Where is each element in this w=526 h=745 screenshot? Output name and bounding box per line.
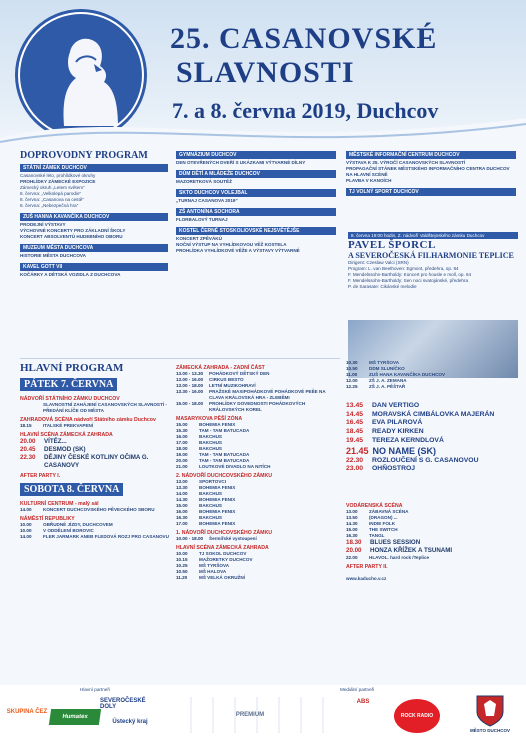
info-line: DEN OTEVŘENÝCH DVEŘÍ S UKÁZKAMI VÝTVARNÉ DÍLNY — [176, 160, 306, 165]
row-time: 16.00 — [176, 509, 188, 514]
row-title: TAM - TAM BATUCADA — [199, 428, 250, 433]
row-title: TJ SOKOL DUCHCOV — [199, 551, 247, 556]
row-time — [20, 402, 40, 414]
title-line-1: 25. CASANOVSKÉ — [170, 22, 438, 55]
right-mid-program — [346, 360, 520, 402]
info-line: PROHLÍDKA VYHLÍDKOVÉ VĚŽE A VÝSTAVY VÝTVARNÉ — [176, 248, 300, 253]
row-time: 13.30 — [176, 485, 188, 490]
row-title: LOUTKOVÉ DIVADLO NA NITÍCH — [199, 464, 271, 469]
lineup-time: 14.45 — [346, 410, 364, 418]
decorative-wave — [0, 98, 526, 158]
row-title: V ODDĚLENÍ BOROVIC — [43, 528, 94, 533]
festival-date: 7. a 8. června 2019, Duchcov — [172, 98, 439, 123]
doprovodny-program — [20, 150, 168, 356]
ustecky-kraj-logo — [100, 715, 160, 729]
rock-radio-logo-text: ROCK RADIO — [400, 713, 434, 719]
row-title: BOHEMIA FENIX — [199, 509, 236, 514]
hlavni-program — [20, 362, 170, 684]
row-title: KONCERT DUCHCOVSKÉHO PĚVECKÉHO SBORU — [43, 507, 155, 512]
program-row — [176, 575, 338, 581]
concert-detail: P. de Sarasate: Cikánské melodie — [348, 284, 417, 289]
program-row — [20, 446, 170, 454]
concert-detail: F. Mendelssohn-Bartholdy: Sen noci svatojánské, předehra — [348, 278, 469, 283]
row-time: 18.15 — [20, 423, 32, 428]
lineup-row — [346, 457, 520, 466]
doprovodny-title: DOPROVODNÝ PROGRAM — [20, 150, 148, 161]
stage-head: HLAVNÍ SCÉNA ZÁMECKÁ ZAHRADA — [20, 432, 113, 438]
info-line: FLORBALOVÝ TURNAJ — [176, 217, 228, 222]
lineup-time: 23.00 — [346, 465, 364, 473]
box-head: TJ VOLNÝ SPORT DUCHCOV — [346, 188, 516, 196]
stage-head: ZÁMECKÁ ZAHRADA - ZADNÍ ČÁST — [176, 365, 265, 371]
row-time: 19.00 — [176, 452, 188, 457]
severoceske-doly-logo-text: SEVEROČESKÉ DOLY — [100, 698, 146, 710]
title-line-2: SLAVNOSTI — [176, 56, 355, 89]
info-line: VÝSTAVA K 25. VÝROČÍ CASANOVSKÝCH SLAVNOSTÍ — [346, 160, 466, 165]
row-time: 14.30 — [176, 497, 188, 502]
row-title: MŠ HALOVA — [199, 569, 227, 574]
stage-head: 2. NÁDVOŘÍ DUCHCOVSKÉHO ZÁMKU — [176, 473, 272, 479]
row-title: BAKCHUS — [199, 515, 222, 520]
box-head: MĚSTSKÉ INFORMAČNÍ CENTRUM DUCHCOV — [346, 151, 516, 159]
row-title: BOHEMIA FENIX — [199, 485, 236, 490]
lineup-act: ROZLOUČENÍ S G. CASANOVOU — [372, 456, 479, 464]
row-title: OBŘUDNÉ JÍZDY, DUCHCOVEM — [43, 522, 113, 527]
row-time: 10.00 — [20, 522, 32, 527]
row-time: 14.00 — [20, 534, 32, 539]
headliner-subtitle: A SEVEROČESKÁ FILHARMONIE TEPLICE — [348, 251, 514, 260]
row-time: 14.00 — [176, 491, 188, 496]
row-title: TANGL — [369, 533, 385, 538]
stage-head: KULTURNÍ CENTRUM - malý sál — [20, 501, 99, 507]
lineup-act: NO NAME (SK) — [372, 445, 437, 456]
program-row — [346, 539, 520, 547]
row-time: 11.00 — [346, 372, 358, 377]
row-title: BAKCHUS — [199, 440, 222, 445]
program-row — [176, 521, 338, 527]
program-row — [176, 401, 338, 413]
info-line: Zámecký okruh „Letem světem“ — [20, 185, 85, 190]
row-title: (DRAGON) ... — [369, 515, 398, 520]
row-time: 10.00 — [20, 528, 32, 533]
box-head: KOSTEL ČERNÉ STOSKOLIOVSKÉ NEJSVĚTĚJŠE — [176, 227, 336, 235]
row-time: 13.00 - 18.00 — [176, 383, 204, 388]
info-line: VÝCHOVNÉ KONCERTY PRO ZÁKLADNÍ ŠKOLY — [20, 228, 126, 233]
info-line: PRODEJNÍ VÝSTAVY — [20, 222, 66, 227]
mesto-duchcov-logo — [462, 689, 518, 737]
partner-logos-grid — [170, 697, 330, 733]
premium-logo-text: PREMIUM — [235, 712, 265, 718]
stage-head: MASARYKOVA PĚŠÍ ZÓNA — [176, 416, 243, 422]
lineup-row — [346, 419, 520, 428]
program-row — [20, 534, 170, 540]
program-row — [176, 464, 338, 470]
friday-bar: PÁTEK 7. ČERVNA — [20, 378, 117, 391]
row-title: BAKCHUS — [199, 434, 222, 439]
box-head: ZUŠ HANNA KAVANČÍKA DUCHCOV — [20, 213, 168, 221]
row-title: ZÁBAVNÁ SCÉNA — [369, 509, 409, 514]
row-time: 22.00 — [346, 555, 358, 560]
row-time: 20.00 — [346, 547, 362, 554]
row-time: 17.00 — [176, 440, 188, 445]
lineup-time: 16.45 — [346, 419, 364, 427]
row-time: 10.00 — [176, 551, 188, 556]
row-time: 14.00 — [20, 507, 32, 512]
severoceske-doly-logo — [100, 697, 160, 711]
row-time: 14.30 — [346, 521, 358, 526]
row-title: TAM - TAM BATUCADA — [199, 458, 250, 463]
row-time: 11.20 — [176, 575, 188, 580]
row-time: 13.00 — [346, 509, 358, 514]
row-time: 16.30 — [176, 515, 188, 520]
row-time: 13.00 - 13.30 — [176, 371, 204, 376]
row-title: MŠ VELKÁ OKRUŽNÍ — [199, 575, 245, 580]
row-time: 18.00 — [176, 446, 188, 451]
row-title: MAŽORETKY DUCHCOV — [199, 557, 253, 562]
row-title: INDIE FOLK — [369, 521, 396, 526]
row-time: 10.50 — [346, 366, 358, 371]
program-row — [176, 389, 338, 401]
row-time: 15.30 — [176, 428, 188, 433]
info-line: NOČNÍ VÝSTUP NA VYHLÍDKOVOU VĚŽ KOSTELA — [176, 242, 287, 247]
after-party-2: AFTER PARTY II. — [346, 564, 388, 570]
middle-top-program — [176, 150, 336, 310]
concert-detail: F. Mendelssohn-Bartholdy: Koncert pro housle e moll, op. 64 — [348, 272, 472, 277]
row-time: 10.00 - 18.00 — [176, 536, 204, 541]
row-title: BOHEMIA FENIX — [199, 521, 236, 526]
info-line: 8. června: „Casanova na cestě“ — [20, 197, 84, 202]
row-time: 15.00 — [346, 527, 358, 532]
row-time: 13.50 — [346, 515, 358, 520]
website-link[interactable]: www.kaducho.v.cz — [346, 576, 387, 581]
row-title: THE SWITCH — [369, 527, 398, 532]
row-time: 12.25 — [346, 384, 358, 389]
box-head: ZŠ ANTONÍNA SOCHORA — [176, 208, 336, 216]
row-title: SLAVNOSTNÍ ZAHÁJENÍ CASANOVSKÝCH SLAVNOSTÍ - PŘEDÁNÍ KLÍČE OD MĚSTA — [43, 402, 167, 413]
row-time: 13.00 — [176, 479, 188, 484]
row-title: BOHEMIA FENIX — [199, 422, 236, 427]
row-time: 20.45 — [20, 446, 36, 453]
zahrada-program — [176, 362, 338, 684]
stage-head: NÁDVOŘÍ STÁTNÍHO ZÁMKU DUCHCOV — [20, 396, 120, 402]
row-time: 16.30 — [346, 533, 358, 538]
row-title: POHÁDKOVÝ DĚTSKÝ DEN — [209, 371, 270, 376]
box-head: KAVEL GOTT VII — [20, 263, 168, 271]
row-time: 10.30 — [346, 360, 358, 365]
sponsors-bar — [0, 685, 526, 745]
abs-logo — [352, 695, 374, 709]
row-title: ZŠ J. A. ZEMANA — [369, 378, 407, 383]
program-row — [20, 438, 170, 446]
lineup-act: DAN VERTIGO — [372, 402, 420, 409]
media-sponsors-label: Mediální partneři — [340, 687, 375, 692]
info-line: Casanovské léto, prohlídkové okruhy — [20, 173, 96, 178]
stage-head: HLAVNÍ SCÉNA ZÁMECKÁ ZAHRADA — [176, 545, 269, 551]
lineup-act: TEREZA KERNDLOVÁ — [372, 436, 444, 444]
cez-logo — [6, 697, 48, 727]
row-time: 10.25 — [176, 563, 188, 568]
program-row — [20, 454, 170, 470]
lineup-time: 22.30 — [346, 456, 364, 464]
right-top-program — [346, 150, 516, 230]
info-line: PROPAGAČNÍ STÁNEK MĚSTSKÉHO INFORMAČNÍHO CENTRA DUCHCOV NA HLAVNÍ SCÉNĚ — [346, 166, 510, 177]
rock-radio-logo — [394, 699, 440, 733]
box-head: GYMNÁZIUM DUCHCOV — [176, 151, 336, 159]
row-title: HLAVOL. hard rock /Teplice — [369, 555, 430, 560]
program-row — [176, 536, 338, 542]
program-row — [346, 555, 520, 561]
row-title: Šermířské vystoupení — [209, 536, 257, 541]
info-line: KONCERT ABSOLVENTŮ HUDEBNÍHO OBORU — [20, 234, 123, 239]
saturday-bar: SOBOTA 8. ČERVNA — [20, 483, 123, 496]
info-line: PROHLÍDKY ZÁMECKÉ EXPOZICE — [20, 179, 96, 184]
lineup-row — [346, 446, 520, 457]
info-line: KOČÁRKY A DĚTSKÁ VOZIDLA Z DUCHCOVA — [20, 272, 121, 277]
row-title: CIRKUS BESTO — [209, 377, 244, 382]
lineup-act: READY KIRKEN — [372, 428, 424, 436]
program-row — [346, 384, 520, 390]
info-line: MAZORETKOVÁ SOUTĚŽ — [176, 179, 232, 184]
info-line: 8. června: „Nebezpečná hra“ — [20, 203, 79, 208]
row-time: 12.00 — [346, 378, 358, 383]
row-title: BAKCHUS — [199, 491, 222, 496]
divider — [20, 358, 340, 359]
box-head: SKTO DUCHCOV VOLEJBAL — [176, 189, 336, 197]
row-title: MŠ TYRŠOVA — [369, 360, 400, 365]
box-head: DŮM DĚTÍ A MLÁDEŽE DUCHCOV — [176, 170, 336, 178]
row-time: 13.30 - 16.00 — [176, 389, 204, 394]
row-time: 15.00 - 18.00 — [176, 401, 204, 406]
row-title: DESMOD (SK) — [44, 446, 86, 453]
row-time: 17.00 — [176, 521, 188, 526]
lineup-time: 13.45 — [346, 402, 364, 409]
concert-detail: Dirigent: Czeslaw Valci (SRN) — [348, 260, 409, 265]
lineup-act: EVA PILAROVÁ — [372, 419, 423, 427]
info-line: 8. června: „Velkolepá parodie“ — [20, 191, 82, 196]
row-title: BAKCHUS — [199, 446, 222, 451]
row-time: 22.30 — [20, 454, 36, 461]
row-title: ITALSKÉ PREKVAPENÍ — [43, 423, 94, 428]
row-title: PROHLÍDKY DOVEDNOSTI POHÁDKOVÝCH KRÁLOVSKÝCH KOREL — [209, 401, 306, 412]
row-title: PRAŽSKÉ MAXIPOHÁDKOVÉ POHÁDKOVÉ PEĚE NA CLAVA KRÁLOVSKÁ HRA - ZLEBĚMI — [209, 389, 326, 400]
stage-head: 1. NÁDVOŘÍ DUCHCOVSKÉHO ZÁMKU — [176, 530, 272, 536]
concert-intro: 8. června 19:00 hodin, Z. nádvoří Valdštejnského zámku Duchcov — [348, 232, 518, 239]
row-title: TAM - TAM BATUCADA — [199, 452, 250, 457]
row-title: DĚJINY ČESKÉ KOTLINY OČIMA G. CASANOVY — [44, 454, 149, 469]
box-head: STÁTNÍ ZÁMEK DUCHCOV — [20, 164, 168, 172]
lineup-row — [346, 428, 520, 437]
box-head: MUZEUM MĚSTA DUCHCOVA — [20, 244, 168, 252]
after-party-1: AFTER PARTY I. — [20, 473, 61, 479]
concert-detail: Program: L. van Beethoven: Egmont, předehra, op. 84 — [348, 266, 459, 271]
row-time: 15.00 — [176, 503, 188, 508]
hlavni-title: HLAVNÍ PROGRAM — [20, 362, 124, 374]
humatex-logo — [49, 709, 101, 725]
row-title: BLUES SESSION — [370, 539, 421, 546]
humatex-logo-text: Humatex — [61, 714, 89, 720]
row-title: LETNÍ MUZIKOHRAVÍ — [209, 383, 256, 388]
mesto-duchcov-logo-text: MĚSTO DUCHCOV — [470, 727, 510, 733]
row-title: BAKCHUS — [199, 503, 222, 508]
row-time: 10.15 — [176, 557, 188, 562]
lineup-row — [346, 437, 520, 446]
info-line: PLAVBA V KANOÍCH — [346, 178, 392, 183]
row-time: 20.00 — [20, 438, 36, 445]
lineup-act: OHŇOSTROJ — [372, 465, 416, 473]
program-row — [20, 402, 170, 414]
row-time: 16.00 — [176, 434, 188, 439]
lineup-act: MORAVSKÁ CIMBÁLOVKA MAJERÁN — [372, 410, 495, 418]
program-row — [20, 423, 170, 429]
row-title: BOHEMIA FENIX — [199, 497, 236, 502]
row-title: ZŠ J. A. PĚŠTAŘ — [369, 384, 406, 389]
lineup-time: 18.45 — [346, 428, 364, 436]
row-title: FLER JARMARK ANEB FLEDOVÁ ROZJ PRO CASANOVU — [43, 534, 169, 539]
row-title: MŠ TYRŠOVA — [199, 563, 230, 568]
stage-head: NÁMĚSTÍ REPUBLIKY — [20, 516, 75, 522]
vodarenska-program — [346, 500, 520, 684]
ustecky-kraj-logo-text: Ústecký kraj — [112, 719, 148, 725]
abs-logo-text: ABS — [356, 699, 370, 705]
row-title: HONZA KŘÍŽEK A TSUNAMI — [370, 547, 453, 554]
info-line: KONCERT ZPĚVÁKŮ — [176, 236, 222, 241]
duchcov-crest-icon — [475, 694, 505, 728]
lineup-row — [346, 402, 520, 411]
cez-logo-text: SKUPINA ČEZ — [6, 709, 48, 715]
headliner-name: PAVEL ŠPORCL — [348, 239, 436, 251]
program-row — [20, 507, 170, 513]
row-title: VÍTĚZ... — [44, 438, 67, 445]
info-line: „TURNAJ CASANOVA 2019“ — [176, 198, 238, 203]
lineup-time: 19.45 — [346, 436, 364, 444]
lineup-time: 21.45 — [346, 445, 369, 456]
row-time: 18.30 — [346, 539, 362, 546]
info-line: HISTORIE MĚSTA DUCHCOVA — [20, 253, 86, 258]
row-title: DDM SLUNÍČKO — [369, 366, 405, 371]
sponsors-label: Hlavní partneři — [80, 687, 110, 692]
pavel-sporcl-block — [348, 232, 518, 318]
row-time: 10.50 — [176, 569, 188, 574]
stage-head: ZAHRADOVÁ SCÉNA nádvoří Státního zámku Duchcov — [20, 417, 156, 423]
row-time: 20.00 — [176, 458, 188, 463]
row-title: ZUŠ HANA KAVANČÍKA DUCHCOV — [369, 372, 446, 377]
row-title: SPORTOVCI — [199, 479, 226, 484]
row-time: 15.00 — [176, 422, 188, 427]
stage-head: VODÁRENSKÁ SCÉNA — [346, 503, 403, 509]
row-time: 21.00 — [176, 464, 188, 469]
lineup-row — [346, 465, 520, 474]
program-row — [346, 547, 520, 555]
row-time: 13.00 - 16.00 — [176, 377, 204, 382]
